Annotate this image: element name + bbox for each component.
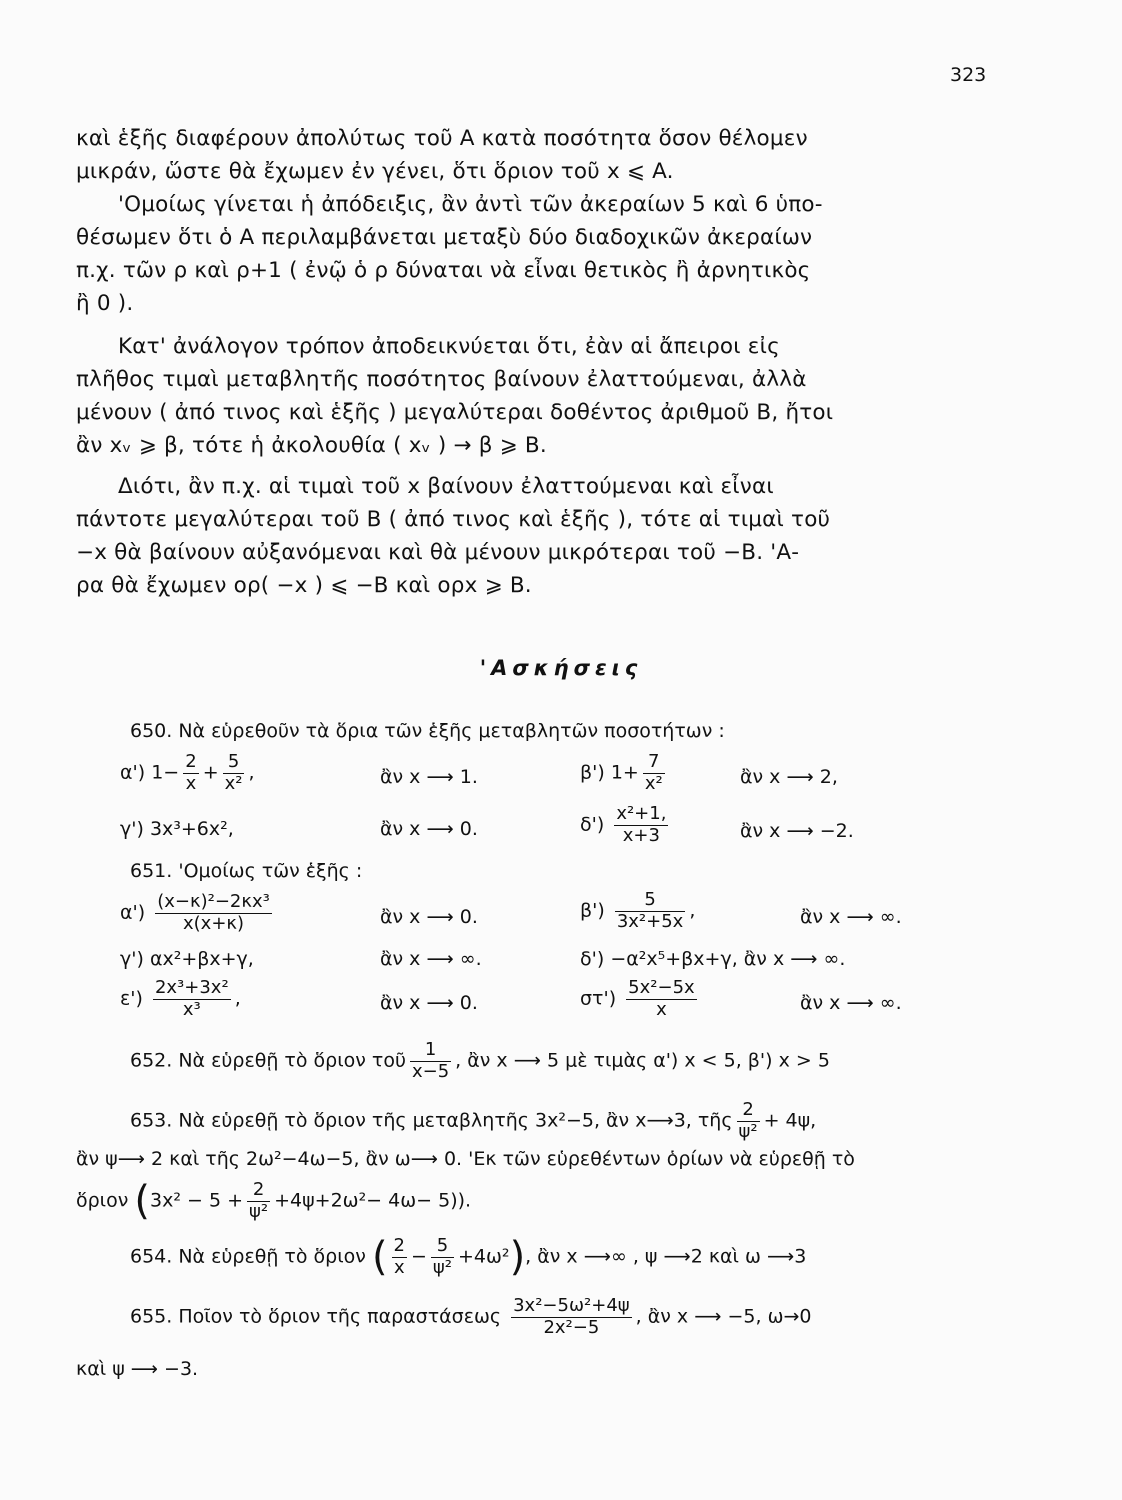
text-line: Διότι, ἂν π.χ. αἱ τιμαὶ τοῦ x βαίνουν ἐλαττούμεναι καὶ εἶναι [118, 474, 774, 499]
text-line: θέσωμεν ὅτι ὁ Α περιλαμβάνεται μεταξὺ δύο διαδοχικῶν ἀκεραίων [76, 225, 813, 250]
exercise-651-e-cond: ἂν x ⟶ 0. [380, 992, 478, 1014]
text-line: ρα θὰ ἔχωμεν ορ( −x ) ⩽ −Β καὶ ορx ⩾ Β. [76, 573, 532, 598]
exercise-653-line3: ὅριον (3x² − 5 + $\frac{2}{\text{ψ²}}$ +4ψ+2ω²− 4ω− 5)). [76, 1178, 472, 1225]
text-line: Κατ' ἀνάλογον τρόπον ἀποδεικνύεται ὅτι, ἐὰν αἱ ἄπειροι εἰς [118, 334, 780, 359]
text-line: π.χ. τῶν ρ καὶ ρ+1 ( ἐνῷ ὁ ρ δύναται νὰ εἶναι θετικὸς ἢ ἀρνητικὸς [76, 258, 811, 283]
exercise-651-a: α') $\frac{\text{(x−κ)²−2κx³}}{x(x+\kappa)}$ [120, 891, 270, 934]
exercise-654: 654. Νὰ εὑρεθῇ τὸ ὅριον ( $\frac{2}{x}$ − $\frac{5}{\text{ψ²}}$ +4ω²), ἂν x ⟶∞ , ψ ⟶2 καὶ ω ⟶3 [130, 1234, 807, 1281]
exercise-653-line1: 653. Νὰ εὑρεθῇ τὸ ὅριον τῆς μεταβλητῆς 3x²−5, ἂν x⟶3, τῆς $\frac{2}{\text{ψ²}}$ + 4ψ, [130, 1099, 817, 1142]
exercise-651-b-cond: ἂν x ⟶ ∞. [800, 906, 902, 928]
exercise-650-intro: 650. Νὰ εὑρεθοῦν τὰ ὅρια τῶν ἑξῆς μεταβλητῶν ποσοτήτων : [130, 720, 725, 742]
exercise-651-a-cond: ἂν x ⟶ 0. [380, 906, 478, 928]
text-line: πλῆθος τιμαὶ μεταβλητῆς ποσότητος βαίνουν ἐλαττούμεναι, ἀλλὰ [76, 367, 807, 392]
exercise-651-st-cond: ἂν x ⟶ ∞. [800, 992, 902, 1014]
page-number: 323 [950, 64, 987, 86]
exercise-650-a-cond: ἂν x ⟶ 1. [380, 766, 478, 788]
section-heading: 'Ασκήσεις [479, 656, 643, 680]
exercise-651-g: γ') αx²+βx+γ, [120, 948, 254, 970]
exercise-650-b: β') 1+ $\frac{7}{\text{x²}}$ [580, 751, 663, 794]
text-line: −x θὰ βαίνουν αὐξανόμεναι καὶ θὰ μένουν μικρότεραι τοῦ −Β. 'Α- [76, 540, 800, 565]
exercise-650-g-cond: ἂν x ⟶ 0. [380, 818, 478, 840]
text-line: 'Ομοίως γίνεται ἡ ἀπόδειξις, ἂν ἀντὶ τῶν ἀκεραίων 5 καὶ 6 ὑπο- [118, 192, 823, 217]
exercise-655-line2: καὶ ψ ⟶ −3. [76, 1358, 199, 1380]
exercise-650-d-cond: ἂν x ⟶ −2. [740, 820, 854, 842]
text-line: μικράν, ὥστε θὰ ἔχωμεν ἐν γένει, ὅτι ὅριον τοῦ x ⩽ A. [76, 159, 674, 184]
exercise-653-line2: ἂν ψ⟶ 2 καὶ τῆς 2ω²−4ω−5, ἂν ω⟶ 0. 'Εκ τῶν εὑρεθέντων ὁρίων νὰ εὑρεθῇ τὸ [76, 1148, 855, 1170]
exercise-650-b-cond: ἂν x ⟶ 2, [740, 766, 838, 788]
text-line: μένουν ( ἀπό τινος καὶ ἑξῆς ) μεγαλύτεραι δοθέντος ἀριθμοῦ Β, ἤτοι [76, 400, 834, 425]
exercise-650-g: γ') 3x³+6x², [120, 818, 234, 840]
exercise-651-e: ε') $\frac{\text{2x³+3x²}}{\text{x³}}$ , [120, 977, 241, 1020]
exercise-651-intro: 651. 'Ομοίως τῶν ἑξῆς : [130, 860, 363, 882]
exercise-655: 655. Ποῖον τὸ ὅριον τῆς παραστάσεως $\frac{\text{3x²−5ω²+4ψ}}{\text{2x²−5}}$ , ἂν x ⟶ −5, ω→0 [130, 1295, 812, 1338]
exercise-651-d: δ') −α²x⁵+βx+γ, ἂν x ⟶ ∞. [580, 948, 846, 970]
exercise-650-d: δ') $\frac{\text{x²+1,}}{x+3}$ [580, 803, 667, 846]
exercise-651-b: β') $\frac{5}{\text{3x²+5x}}$ , [580, 889, 696, 932]
text-line: ἢ 0 ). [76, 291, 134, 316]
text-line: πάντοτε μεγαλύτεραι τοῦ Β ( ἀπό τινος καὶ ἑξῆς ), τότε αἱ τιμαὶ τοῦ [76, 507, 831, 532]
text-line: καὶ ἑξῆς διαφέρουν ἀπολύτως τοῦ Α κατὰ ποσότητα ὅσον θέλομεν [76, 126, 808, 151]
exercise-652: 652. Νὰ εὑρεθῇ τὸ ὅριον τοῦ $\frac{1}{x-5}$ , ἂν x ⟶ 5 μὲ τιμὰς α') x < 5, β') x > 5 [130, 1039, 830, 1082]
text-line: ἂν xᵥ ⩾ β, τότε ἡ ἀκολουθία ( xᵥ ) → β ⩾ Β. [76, 433, 547, 458]
exercise-651-st: στ') $\frac{\text{5x²−5x}}{x}$ [580, 977, 695, 1020]
exercise-651-g-cond: ἂν x ⟶ ∞. [380, 948, 482, 970]
exercise-650-a: α') 1− $\frac{2}{x}$ + $\frac{5}{\text{x²}}$ , [120, 751, 255, 794]
